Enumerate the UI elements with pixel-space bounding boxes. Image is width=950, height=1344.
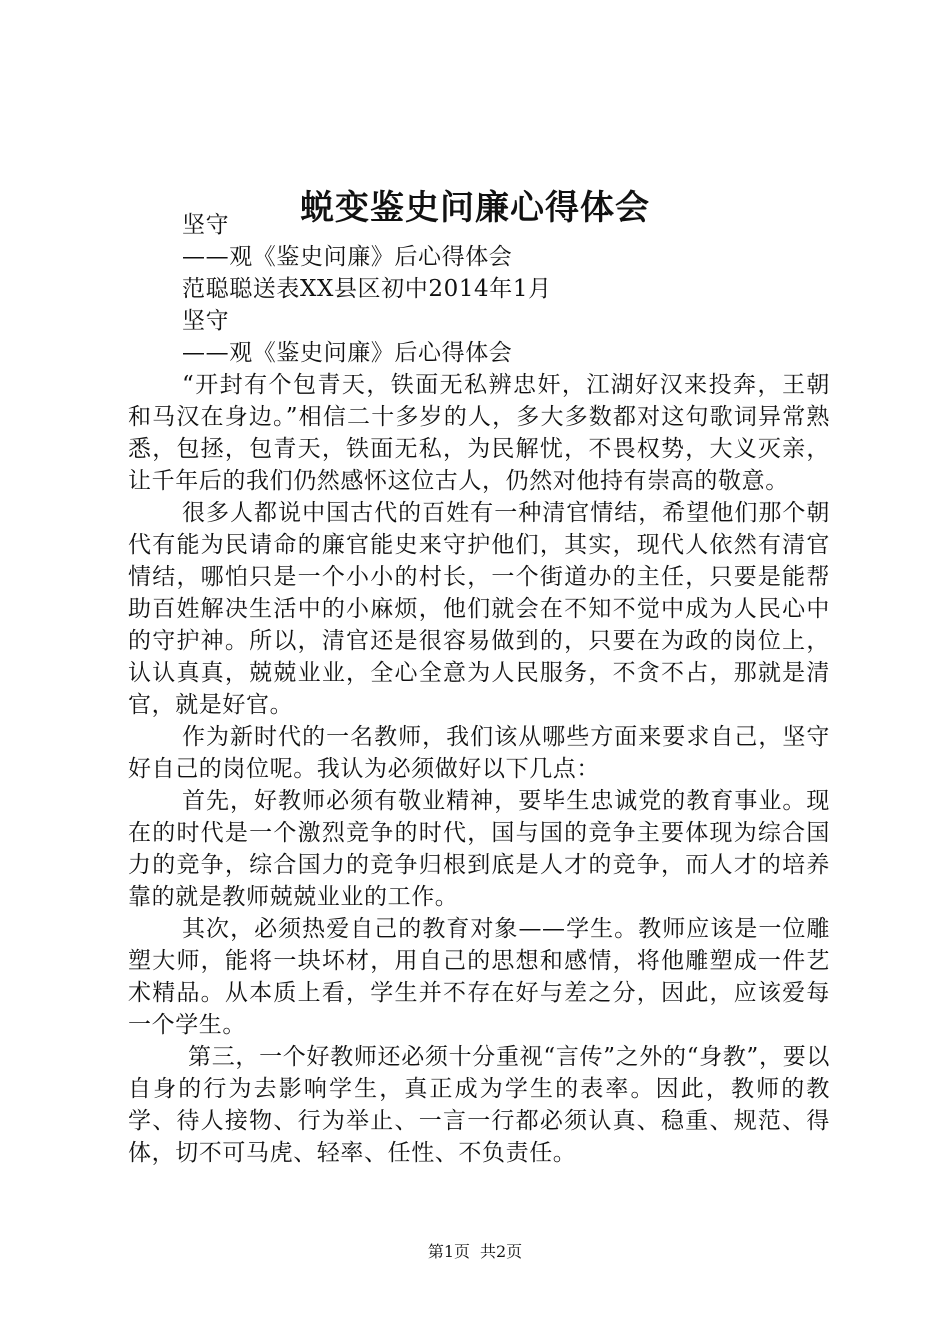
subtitle-line: 坚守 — [182, 308, 230, 334]
body-paragraph: “开封有个包青天，铁面无私辨忠奸，江湖好汉来投奔，王朝和马汉在身边。”相信二十多岁的人，多大多数都对这句歌词异常熟悉，包拯，包青天，铁面无私，为民解忧，不畏权势，大义灭亲，让千年后的我们仍然感怀这位古人，仍然对他持有崇高的敬意。 — [128, 372, 830, 494]
subtitle-line: ——观《鉴史问廉》后心得体会 — [182, 340, 513, 366]
document-title: 蜕变鉴史问廉心得体会 — [300, 188, 650, 228]
author-line: 范聪聪送表XX县区初中2014年1月 — [182, 276, 552, 302]
page-footer — [0, 1240, 950, 1264]
document-body — [128, 209, 830, 1169]
page-total: 共2页 — [480, 1242, 523, 1261]
subtitle-line: 坚守 — [182, 212, 230, 238]
body-paragraph: 首先，好教师必须有敬业精神，要毕生忠诚党的教育事业。现在的时代是一个激烈竞争的时代，国与国的竞争主要体现为综合国力的竞争，综合国力的竞争归根到底是人才的竞争，而人才的培养靠的就是教师兢兢业业的工作。 — [128, 788, 830, 910]
body-paragraph: 第三，一个好教师还必须十分重视“言传”之外的“身教”，要以自身的行为去影响学生，真正成为学生的表率。因此，教师的教学、待人接物、行为举止、一言一行都必须认真、稳重、规范、得体，切不可马虎、轻率、任性、不负责任。 — [128, 1044, 830, 1166]
page-number: 第1页 — [427, 1242, 470, 1261]
body-paragraph: 作为新时代的一名教师，我们该从哪些方面来要求自己，坚守好自己的岗位呢。我认为必须做好以下几点： — [128, 724, 830, 782]
subtitle-line: ——观《鉴史问廉》后心得体会 — [182, 244, 513, 270]
body-paragraph: 其次，必须热爱自己的教育对象——学生。教师应该是一位雕塑大师，能将一块坏材，用自己的思想和感情，将他雕塑成一件艺术精品。从本质上看，学生并不存在好与差之分，因此，应该爱每一个学生。 — [128, 916, 830, 1038]
body-paragraph: 很多人都说中国古代的百姓有一种清官情结，希望他们那个朝代有能为民请命的廉官能史来守护他们，其实，现代人依然有清官情结，哪怕只是一个小小的村长，一个街道办的主任，只要是能帮助百姓解决生活中的小麻烦，他们就会在不知不觉中成为人民心中的守护神。所以，清官还是很容易做到的，只要在为政的岗位上，认认真真，兢兢业业，全心全意为人民服务，不贪不占，那就是清官，就是好官。 — [128, 500, 830, 718]
